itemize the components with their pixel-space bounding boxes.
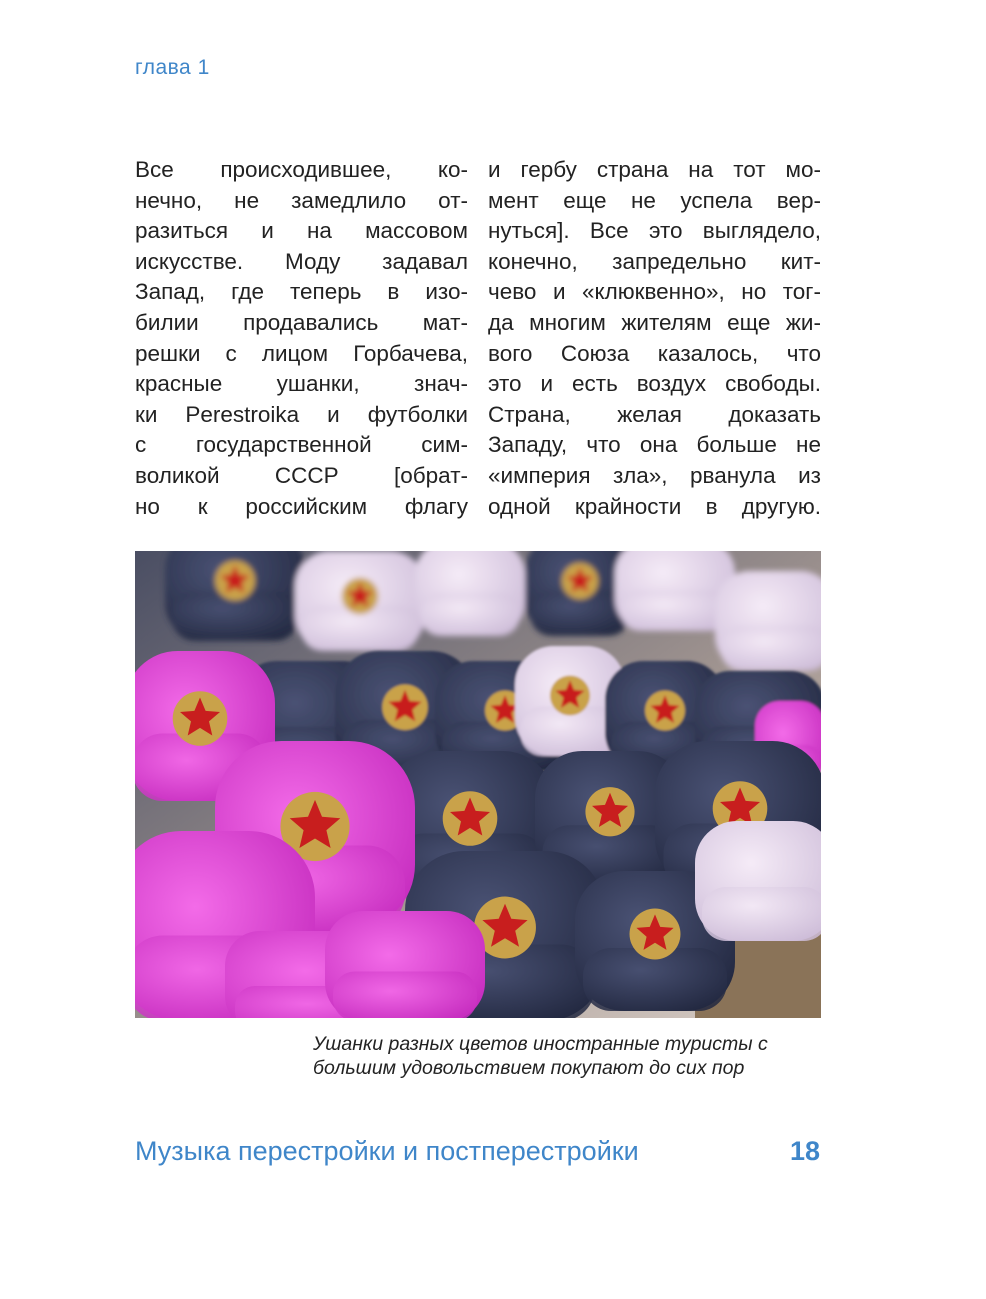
chapter-label: глава 1: [135, 56, 210, 79]
fur-hat: [415, 551, 525, 636]
fur-hat: [165, 551, 305, 641]
photo-caption: Ушанки разных цветов иностранные туристы с большим удовольствием покупают до сих пор: [313, 1033, 768, 1079]
text-line: но к российским флагу: [135, 493, 468, 519]
text-line: нечно, не замедлило от-: [135, 187, 468, 213]
book-title: Музыка перестройки и постперестройки: [135, 1136, 639, 1166]
text-line: мент еще не успела вер-: [488, 187, 821, 213]
ushanka-photo: [135, 551, 821, 1018]
text-line: нуться]. Все это выглядело,: [488, 218, 821, 244]
text-line: билии продавались мат-: [135, 309, 468, 335]
text-line: «империя зла», рванула из: [488, 462, 821, 488]
text-line: и гербу страна на тот мо-: [488, 157, 821, 182]
fur-hat: [295, 551, 425, 651]
text-line: Все происходившее, ко-: [135, 157, 468, 182]
fur-hat: [695, 821, 821, 941]
text-line: конечно, запредельно кит-: [488, 248, 821, 274]
text-line: ки Perestroika и футболки: [135, 401, 468, 427]
ushanka-photo-drawing: [135, 551, 821, 1018]
text-line: Страна, желая доказать: [488, 401, 821, 427]
page-number: 18: [789, 1136, 820, 1166]
text-line: решки с лицом Горбачева,: [135, 340, 468, 366]
text-line: искусстве. Моду задавал: [135, 248, 468, 274]
text-line: разиться и на массовом: [135, 218, 468, 244]
text-line: Запад, где теперь в изо-: [135, 279, 468, 305]
right-column: [488, 155, 821, 522]
text-line: это и есть воздух свободы.: [488, 371, 821, 397]
text-line: с государственной сим-: [135, 432, 468, 458]
text-line: одной крайности в другую.: [488, 493, 821, 519]
text-line: чево и «клюквенно», но тог-: [488, 279, 821, 305]
body-text: [135, 155, 821, 522]
left-column: [135, 155, 468, 522]
text-line: воликой СССР [обрат-: [135, 462, 468, 488]
text-line: Западу, что она больше не: [488, 432, 821, 458]
fur-hat: [715, 571, 821, 671]
text-line: вого Союза казалось, что: [488, 340, 821, 366]
text-line: да многим жителям еще жи-: [488, 309, 821, 335]
fur-hat: [325, 911, 485, 1018]
text-line: красные ушанки, знач-: [135, 371, 468, 397]
